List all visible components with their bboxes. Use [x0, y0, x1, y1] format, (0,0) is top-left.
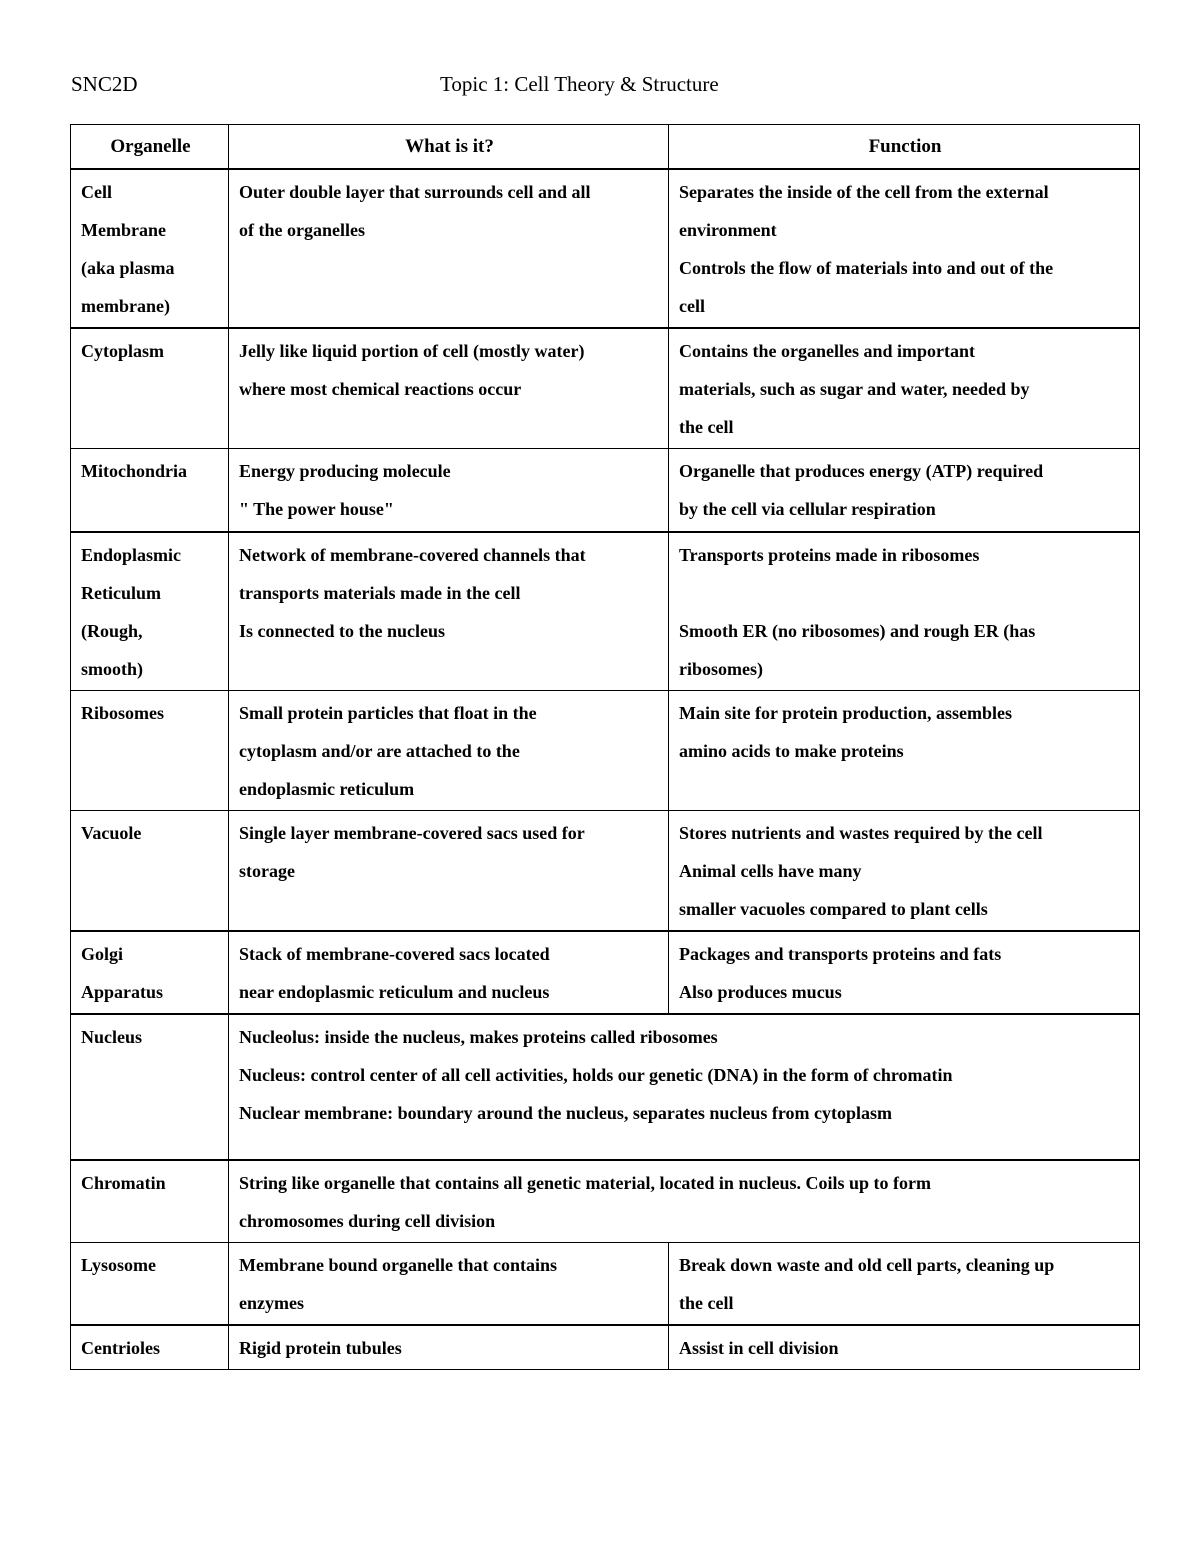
table-row: [71, 328, 1140, 449]
function-cell-line: by the cell via cellular respiration: [679, 499, 936, 519]
organelle-cell: [71, 449, 229, 532]
table-row: [71, 810, 1140, 931]
function-cell-line: Also produces mucus: [679, 981, 842, 1002]
function-cell: [669, 690, 1140, 810]
function-cell-line: Animal cells have many: [679, 860, 862, 881]
topic-title: Topic 1: Cell Theory & Structure: [440, 72, 719, 96]
function-cell: [669, 1242, 1140, 1325]
what-cell: [229, 328, 669, 449]
function-cell-line: Controls the flow of materials into and out of the: [679, 258, 1054, 278]
organelle-cell: [71, 1160, 229, 1243]
organelle-cell-line: Membrane: [81, 220, 166, 240]
what-cell-line: cytoplasm and/or are attached to the: [239, 740, 520, 761]
function-cell-line: Assist in cell division: [679, 1337, 839, 1358]
organelle-cell-line: Cytoplasm: [81, 341, 165, 361]
organelle-cell-line: Mitochondria: [81, 461, 187, 481]
table-row: [71, 690, 1140, 810]
what-cell: [229, 690, 669, 810]
organelle-cell-line: Golgi: [81, 943, 124, 964]
function-cell: [669, 810, 1140, 931]
organelle-cell-line: Cell: [81, 182, 112, 202]
table-row: [71, 169, 1140, 328]
function-cell-line: smaller vacuoles compared to plant cells: [679, 898, 988, 919]
function-cell: [669, 449, 1140, 532]
organelle-cell: [71, 328, 229, 449]
what-cell-line: Jelly like liquid portion of cell (mostly water): [239, 341, 585, 361]
organelle-cell-line: Reticulum: [81, 582, 161, 603]
what-cell-line: storage: [239, 860, 295, 881]
organelle-cell-line: Ribosomes: [81, 702, 165, 723]
what-cell-line: enzymes: [239, 1292, 304, 1313]
what-cell: [229, 931, 669, 1014]
function-cell: [669, 1325, 1140, 1370]
function-cell-line: cell: [679, 296, 705, 316]
function-cell-line: materials, such as sugar and water, needed by: [679, 379, 1030, 399]
organelle-table: [70, 124, 1140, 1370]
what-cell-line: where most chemical reactions occur: [239, 379, 522, 399]
function-cell-line: Separates the inside of the cell from the external: [679, 182, 1049, 202]
organelle-cell: [71, 169, 229, 328]
description-cell-line: Nucleolus: inside the nucleus, makes proteins called ribosomes: [239, 1026, 718, 1047]
what-cell-line: Single layer membrane-covered sacs used for: [239, 822, 585, 843]
page-header: [71, 72, 1138, 102]
function-cell-line: the cell: [679, 1292, 734, 1313]
organelle-cell-line: Apparatus: [81, 981, 164, 1002]
what-cell: [229, 1242, 669, 1325]
what-cell-line: endoplasmic reticulum: [239, 778, 415, 799]
column-header-function: Function: [669, 125, 1140, 170]
what-cell-line: Outer double layer that surrounds cell and all: [239, 182, 591, 202]
organelle-cell-line: membrane): [81, 296, 170, 316]
what-cell-line: Small protein particles that float in the: [239, 702, 537, 723]
description-cell-line: String like organelle that contains all genetic material, located in nucleus. Coils up to form: [239, 1172, 931, 1193]
what-cell: [229, 532, 669, 691]
table-row: [71, 1325, 1140, 1370]
what-cell-line: " The power house": [239, 499, 394, 519]
table-body: [71, 169, 1140, 1369]
description-cell-line: chromosomes during cell division: [239, 1210, 496, 1231]
function-cell-line: [679, 574, 1131, 612]
organelle-cell: [71, 532, 229, 691]
column-header-what: What is it?: [229, 125, 669, 170]
table-header-row: [71, 125, 1140, 170]
function-cell-line: ribosomes): [679, 658, 763, 679]
what-cell-line: Is connected to the nucleus: [239, 620, 445, 641]
description-cell-line: Nuclear membrane: boundary around the nucleus, separates nucleus from cytoplasm: [239, 1102, 893, 1123]
organelle-cell-line: Chromatin: [81, 1172, 166, 1193]
function-cell: [669, 931, 1140, 1014]
organelle-cell: [71, 1014, 229, 1160]
function-cell-line: Packages and transports proteins and fats: [679, 943, 1002, 964]
function-cell-line: Break down waste and old cell parts, cleaning up: [679, 1254, 1055, 1275]
what-cell-line: Energy producing molecule: [239, 461, 451, 481]
function-cell-line: Transports proteins made in ribosomes: [679, 544, 980, 565]
what-cell-line: Rigid protein tubules: [239, 1337, 402, 1358]
organelle-cell: [71, 1242, 229, 1325]
what-cell-line: Network of membrane-covered channels that: [239, 544, 586, 565]
organelle-cell-line: Endoplasmic: [81, 544, 182, 565]
function-cell: [669, 532, 1140, 691]
function-cell-line: Main site for protein production, assembles: [679, 702, 1013, 723]
what-cell-line: transports materials made in the cell: [239, 582, 521, 603]
organelle-cell: [71, 1325, 229, 1370]
organelle-cell: [71, 810, 229, 931]
what-cell: [229, 169, 669, 328]
function-cell-line: Stores nutrients and wastes required by the cell: [679, 822, 1043, 843]
organelle-cell-line: Lysosome: [81, 1254, 157, 1275]
table-row: [71, 1160, 1140, 1243]
description-cell-line: Nucleus: control center of all cell activities, holds our genetic (DNA) in the form of chromatin: [239, 1064, 953, 1085]
function-cell-line: environment: [679, 220, 777, 240]
organelle-cell-line: Centrioles: [81, 1337, 160, 1358]
organelle-cell: [71, 690, 229, 810]
table-row: [71, 1242, 1140, 1325]
what-cell: [229, 1325, 669, 1370]
what-cell-line: Stack of membrane-covered sacs located: [239, 943, 550, 964]
organelle-cell-line: Vacuole: [81, 822, 142, 843]
organelle-cell: [71, 931, 229, 1014]
function-cell-line: the cell: [679, 417, 734, 437]
table-row: [71, 449, 1140, 532]
table-row: [71, 931, 1140, 1014]
function-cell-line: amino acids to make proteins: [679, 740, 904, 761]
table-row: [71, 532, 1140, 691]
organelle-cell-line: Nucleus: [81, 1026, 143, 1047]
organelle-cell-line: (Rough,: [81, 620, 143, 641]
function-cell: [669, 169, 1140, 328]
table-row: [71, 1014, 1140, 1160]
organelle-cell-line: smooth): [81, 658, 143, 679]
what-cell-line: of the organelles: [239, 220, 365, 240]
description-cell: [229, 1160, 1140, 1243]
what-cell: [229, 810, 669, 931]
description-cell: [229, 1014, 1140, 1160]
function-cell-line: Contains the organelles and important: [679, 341, 976, 361]
column-header-organelle: Organelle: [71, 125, 229, 170]
function-cell: [669, 328, 1140, 449]
organelle-cell-line: (aka plasma: [81, 258, 175, 278]
course-code: SNC2D: [71, 72, 138, 96]
what-cell-line: near endoplasmic reticulum and nucleus: [239, 981, 550, 1002]
what-cell-line: Membrane bound organelle that contains: [239, 1254, 558, 1275]
what-cell: [229, 449, 669, 532]
function-cell-line: Smooth ER (no ribosomes) and rough ER (has: [679, 620, 1036, 641]
function-cell-line: Organelle that produces energy (ATP) required: [679, 461, 1044, 481]
